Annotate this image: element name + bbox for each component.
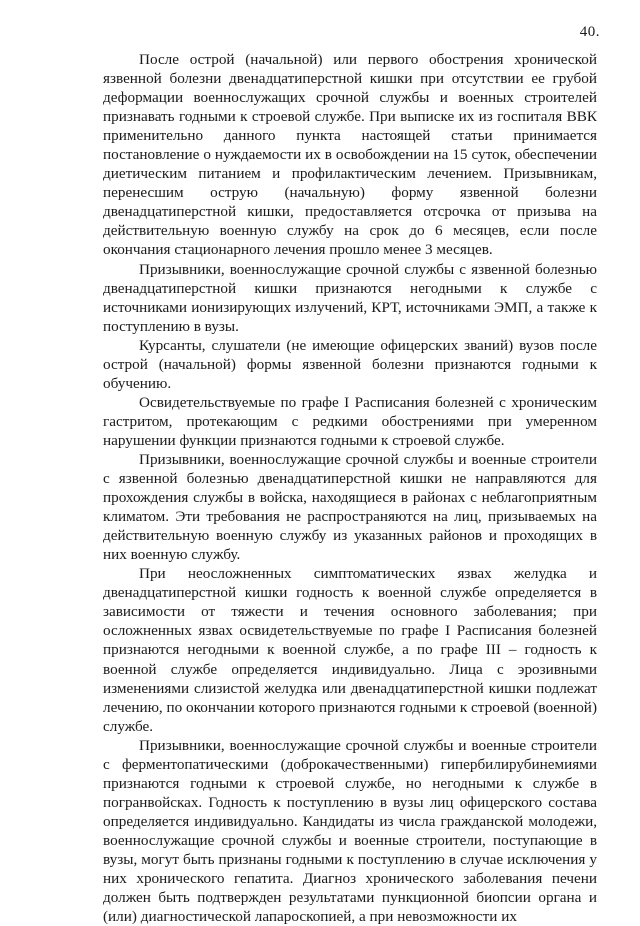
paragraph: Призывники, военнослужащие срочной службы с язвенной болезнью двенадцатиперстной кишки признаются негодными к службе с источниками ионизирующих излучений, КРТ, источниками ЭМП, а также к поступлению в вузы.	[103, 260, 597, 335]
paragraph: Курсанты, слушатели (не имеющие офицерских званий) вузов после острой (начальной) формы язвенной болезни признаются годными к обучению.	[103, 336, 597, 392]
paragraph: Освидетельствуемые по графе I Расписания болезней с хроническим гастритом, протекающим с редкими обострениями при умеренном нарушении функции признаются годными к строевой службе.	[103, 393, 597, 449]
paragraph: Призывники, военнослужащие срочной службы и военные строители с ферментопатическими (доброкачественными) гипербилирубинемиями признаются годными к строевой службе, но негодными к службе в погранвойсках. Годность к поступлению в вузы лиц офицерского состава определяется индивидуально. Кандидаты из числа гражданской молодежи, военнослужащие срочной службы и военные строители, поступающие в вузы, могут быть признаны годными к поступлению в случае исключения у них хронического гепатита. Диагноз хронического заболевания печени должен быть подтвержден результатами пункционной биопсии органа и (или) диагностической лапароскопией, а при невозможности их	[103, 736, 597, 926]
document-body	[103, 50, 597, 926]
paragraph: Призывники, военнослужащие срочной службы и военные строители с язвенной болезнью двенадцатиперстной кишки не направляются для прохождения службы в войска, находящиеся в районах с неблагоприятным климатом. Эти требования не распространяются на лиц, призываемых на действительную военную службу из указанных районов и проходящих в них военную службу.	[103, 450, 597, 564]
paragraph: После острой (начальной) или первого обострения хронической язвенной болезни двенадцатиперстной кишки при отсутствии ее грубой деформации военнослужащих срочной службы и военных строителей признавать годными к строевой службе. При выписке их из госпиталя ВВК применительно данного пункта настоящей статьи принимается постановление о нуждаемости их в освобождении на 15 суток, обеспечении диетическим питанием и профилактическим лечением. Призывникам, перенесшим острую (начальную) форму язвенной болезни двенадцатиперстной кишки, предоставляется отсрочка от призыва на действительную военную службу на срок до 6 месяцев, если после окончания стационарного лечения прошло менее 3 месяцев.	[103, 51, 597, 259]
page-number: 40.	[579, 24, 600, 40]
paragraph: При неосложненных симптоматических язвах желудка и двенадцатиперстной кишки годность к военной службе определяется в зависимости от тяжести и течения основного заболевания; при осложненных язвах освидетельствуемые по графе I Расписания болезней признаются негодными к военной службе, а по графе III – годность к военной службе определяется индивидуально. Лица с эрозивными изменениями слизистой желудка или двенадцатиперстной кишки подлежат лечению, по окончании которого признаются годными к строевой (военной) службе.	[103, 565, 597, 735]
